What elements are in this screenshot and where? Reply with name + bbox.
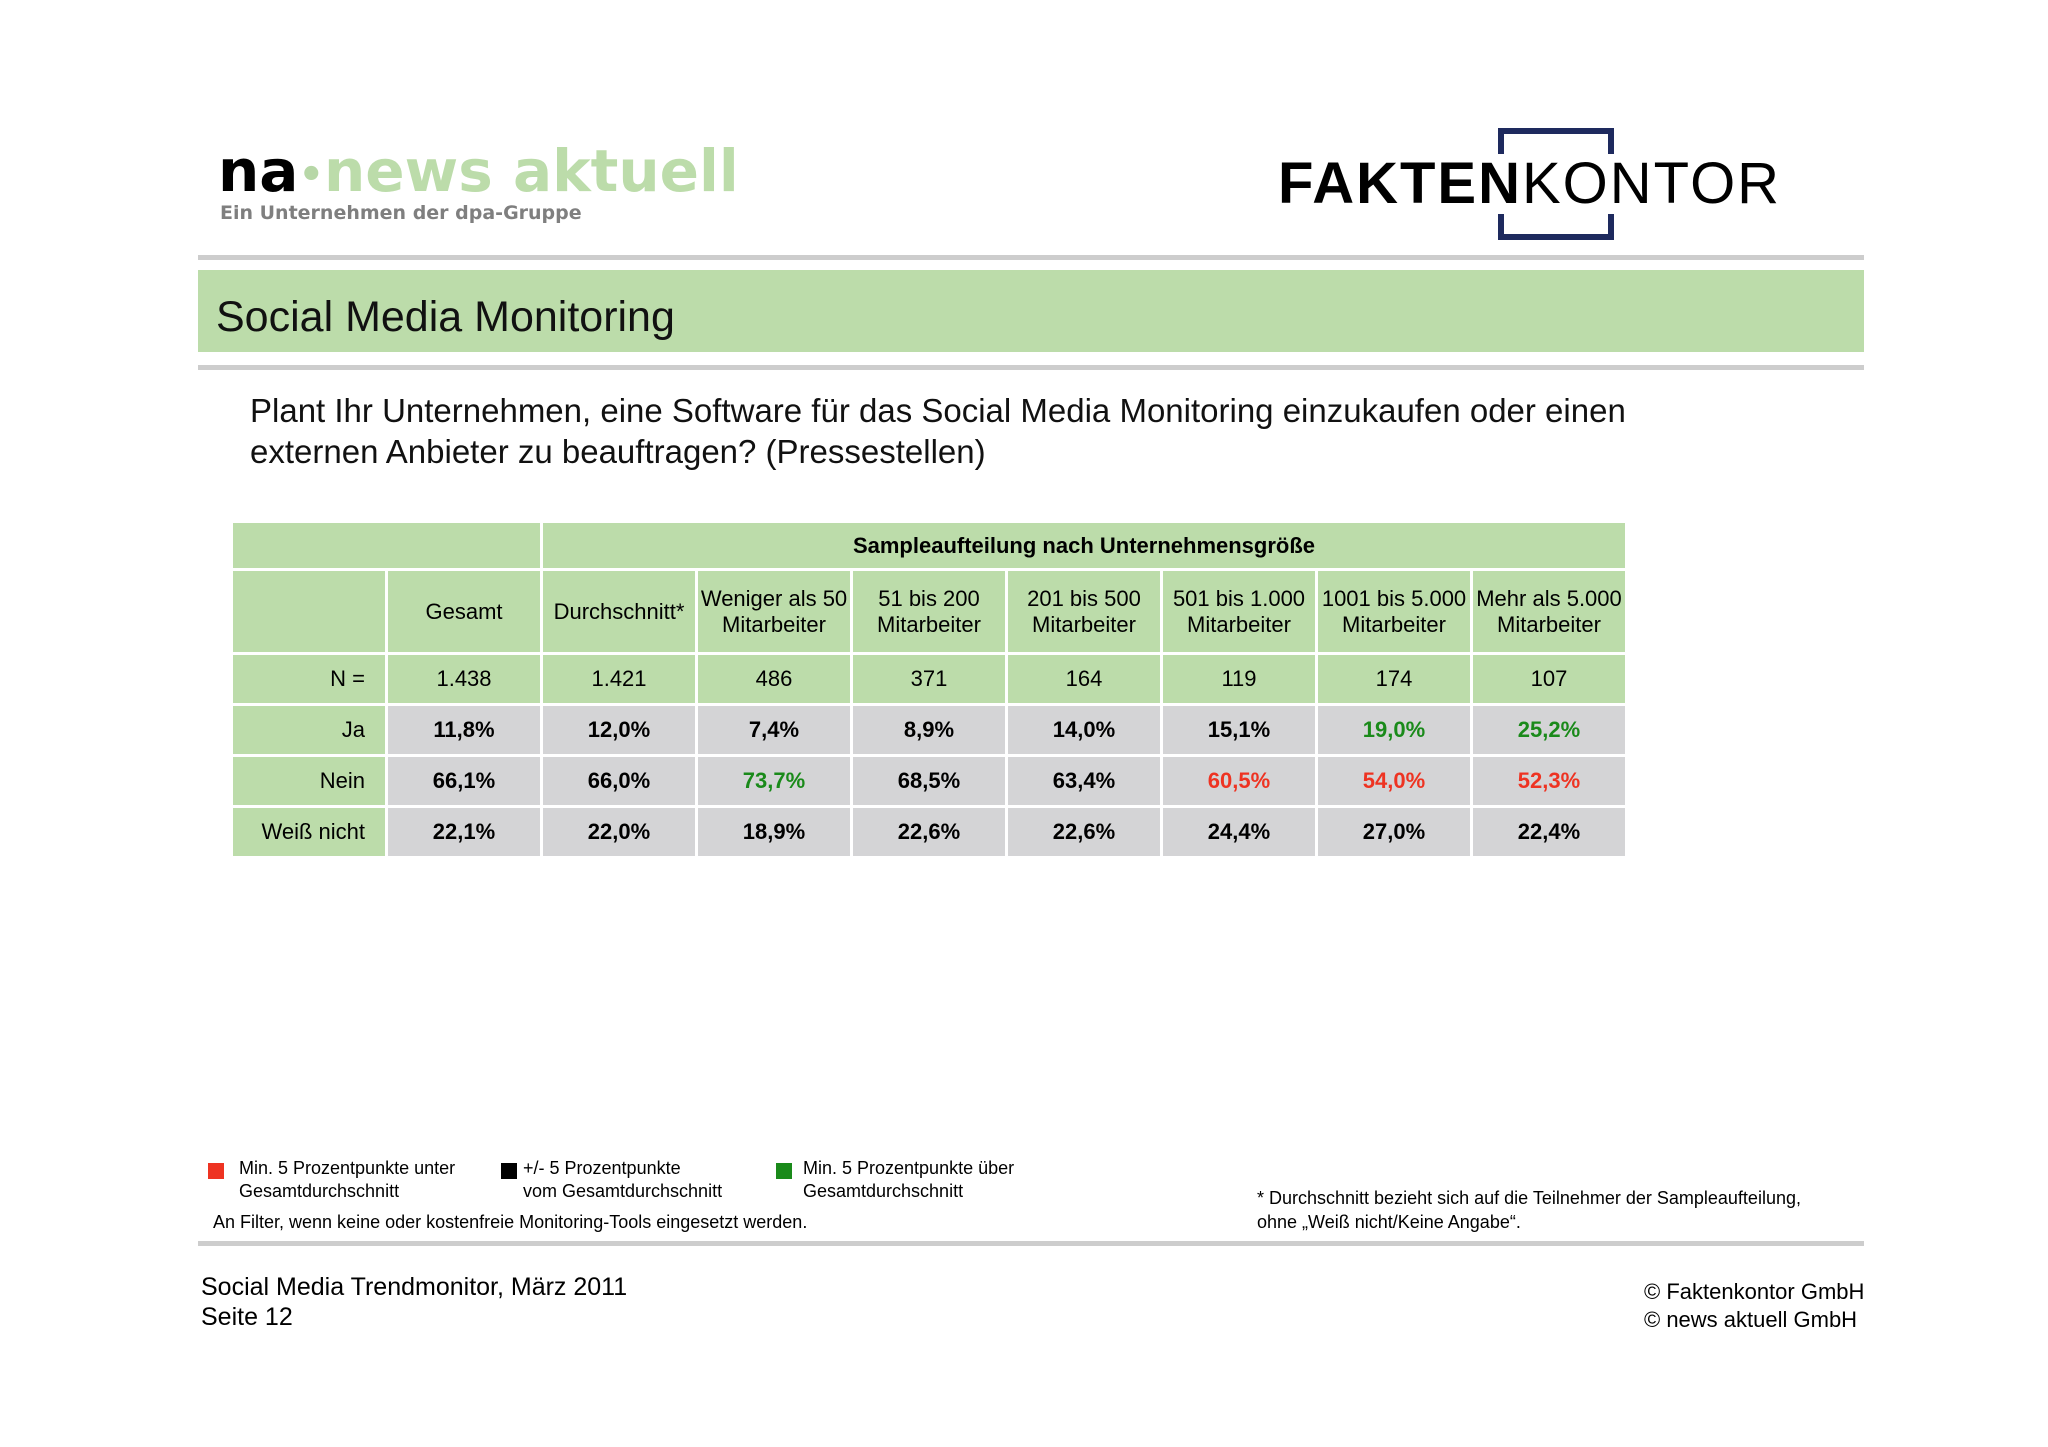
footnote: * Durchschnitt bezieht sich auf die Teilnehmer der Sampleaufteilung, ohne „Weiß nicht/Keine Angabe“. bbox=[1257, 1188, 1801, 1232]
divider-bottom bbox=[198, 1241, 1864, 1246]
faktenkontor-logo bbox=[1278, 128, 1838, 240]
row-label: Nein bbox=[232, 756, 387, 807]
table-cell: 12,0% bbox=[542, 705, 697, 756]
news-aktuell-logo bbox=[218, 138, 739, 208]
table-column-header-row bbox=[232, 570, 1627, 654]
table-cell: 52,3% bbox=[1472, 756, 1627, 807]
table-cell: 73,7% bbox=[697, 756, 852, 807]
table-cell: 27,0% bbox=[1317, 807, 1472, 858]
logo-dot: • bbox=[298, 151, 325, 198]
column-header-size: 201 bis 500 Mitarbeiter bbox=[1007, 570, 1162, 654]
table-cell: 18,9% bbox=[697, 807, 852, 858]
legend-green-text: Min. 5 Prozentpunkte über Gesamtdurchschnitt bbox=[803, 1158, 1015, 1201]
divider-top bbox=[198, 255, 1864, 260]
logo-subtitle: Ein Unternehmen der dpa-Gruppe bbox=[220, 202, 582, 224]
filter-note: An Filter, wenn keine oder kostenfreie Monitoring-Tools eingesetzt werden. bbox=[213, 1212, 808, 1232]
table-cell: 63,4% bbox=[1007, 756, 1162, 807]
column-header-gesamt: Gesamt bbox=[387, 570, 542, 654]
table-cell: 22,4% bbox=[1472, 807, 1627, 858]
column-header-size: 1001 bis 5.000 Mitarbeiter bbox=[1317, 570, 1472, 654]
footer-copyright: © Faktenkontor GmbH © news aktuell GmbH bbox=[1644, 1279, 1865, 1332]
table-cell: 68,5% bbox=[852, 756, 1007, 807]
survey-question: Plant Ihr Unternehmen, eine Software für das Social Media Monitoring einzukaufen oder einen externen Anbieter zu beauftragen? (Pressestellen) bbox=[250, 392, 1626, 470]
table-cell: 7,4% bbox=[697, 705, 852, 756]
divider-title bbox=[198, 365, 1864, 370]
table-cell: 22,6% bbox=[852, 807, 1007, 858]
table-cell: 54,0% bbox=[1317, 756, 1472, 807]
column-header-durchschnitt: Durchschnitt* bbox=[542, 570, 697, 654]
table-row-ja bbox=[232, 705, 1627, 756]
legend-green-square bbox=[776, 1163, 792, 1179]
table-row-n bbox=[232, 654, 1627, 705]
table-group-header: Sampleaufteilung nach Unternehmensgröße bbox=[542, 522, 1627, 570]
table-cell: 22,6% bbox=[1007, 807, 1162, 858]
table-cell: 66,1% bbox=[387, 756, 542, 807]
table-cell: 164 bbox=[1007, 654, 1162, 705]
table-cell: 15,1% bbox=[1162, 705, 1317, 756]
table-row-nein bbox=[232, 756, 1627, 807]
logo-faktenkontor-text bbox=[1278, 152, 1781, 216]
table-group-header-row bbox=[232, 522, 1627, 570]
logo-news-aktuell-text: news aktuell bbox=[324, 137, 739, 205]
row-label: Ja bbox=[232, 705, 387, 756]
table-cell: 24,4% bbox=[1162, 807, 1317, 858]
table-corner-top bbox=[232, 522, 542, 570]
table-cell: 19,0% bbox=[1317, 705, 1472, 756]
table-cell: 60,5% bbox=[1162, 756, 1317, 807]
row-label: Weiß nicht bbox=[232, 807, 387, 858]
column-header-size: 501 bis 1.000 Mitarbeiter bbox=[1162, 570, 1317, 654]
table-cell: 1.438 bbox=[387, 654, 542, 705]
table-corner-bottom bbox=[232, 570, 387, 654]
table-cell: 371 bbox=[852, 654, 1007, 705]
logo-na-text: na bbox=[218, 137, 299, 205]
table-cell: 174 bbox=[1317, 654, 1472, 705]
logo-bracket-bottom bbox=[1498, 214, 1614, 240]
logo-kontor: KONTOR bbox=[1522, 151, 1782, 216]
column-header-size: Mehr als 5.000 Mitarbeiter bbox=[1472, 570, 1627, 654]
results-table bbox=[230, 520, 1628, 859]
table-cell: 107 bbox=[1472, 654, 1627, 705]
table-cell: 25,2% bbox=[1472, 705, 1627, 756]
report-name: Social Media Trendmonitor, März 2011 bbox=[201, 1273, 628, 1301]
page-title: Social Media Monitoring bbox=[216, 293, 675, 341]
table-cell: 66,0% bbox=[542, 756, 697, 807]
table-cell: 1.421 bbox=[542, 654, 697, 705]
table-cell: 14,0% bbox=[1007, 705, 1162, 756]
table-cell: 11,8% bbox=[387, 705, 542, 756]
legend-black-text: +/- 5 Prozentpunkte vom Gesamtdurchschnitt bbox=[523, 1158, 723, 1201]
table-cell: 22,0% bbox=[542, 807, 697, 858]
table-cell: 486 bbox=[697, 654, 852, 705]
legend-red-square bbox=[208, 1163, 224, 1179]
column-header-size: 51 bis 200 Mitarbeiter bbox=[852, 570, 1007, 654]
table-cell: 8,9% bbox=[852, 705, 1007, 756]
table-cell: 119 bbox=[1162, 654, 1317, 705]
legend-black-square bbox=[501, 1163, 517, 1179]
page-number: Seite 12 bbox=[201, 1303, 293, 1331]
logo-fakten: FAKTEN bbox=[1278, 151, 1522, 216]
row-label: N = bbox=[232, 654, 387, 705]
column-header-size: Weniger als 50 Mitarbeiter bbox=[697, 570, 852, 654]
legend-red-text: Min. 5 Prozentpunkte unter Gesamtdurchschnitt bbox=[239, 1158, 456, 1201]
table-cell: 22,1% bbox=[387, 807, 542, 858]
table-row-weiss-nicht bbox=[232, 807, 1627, 858]
footer-report-info bbox=[201, 1272, 627, 1332]
